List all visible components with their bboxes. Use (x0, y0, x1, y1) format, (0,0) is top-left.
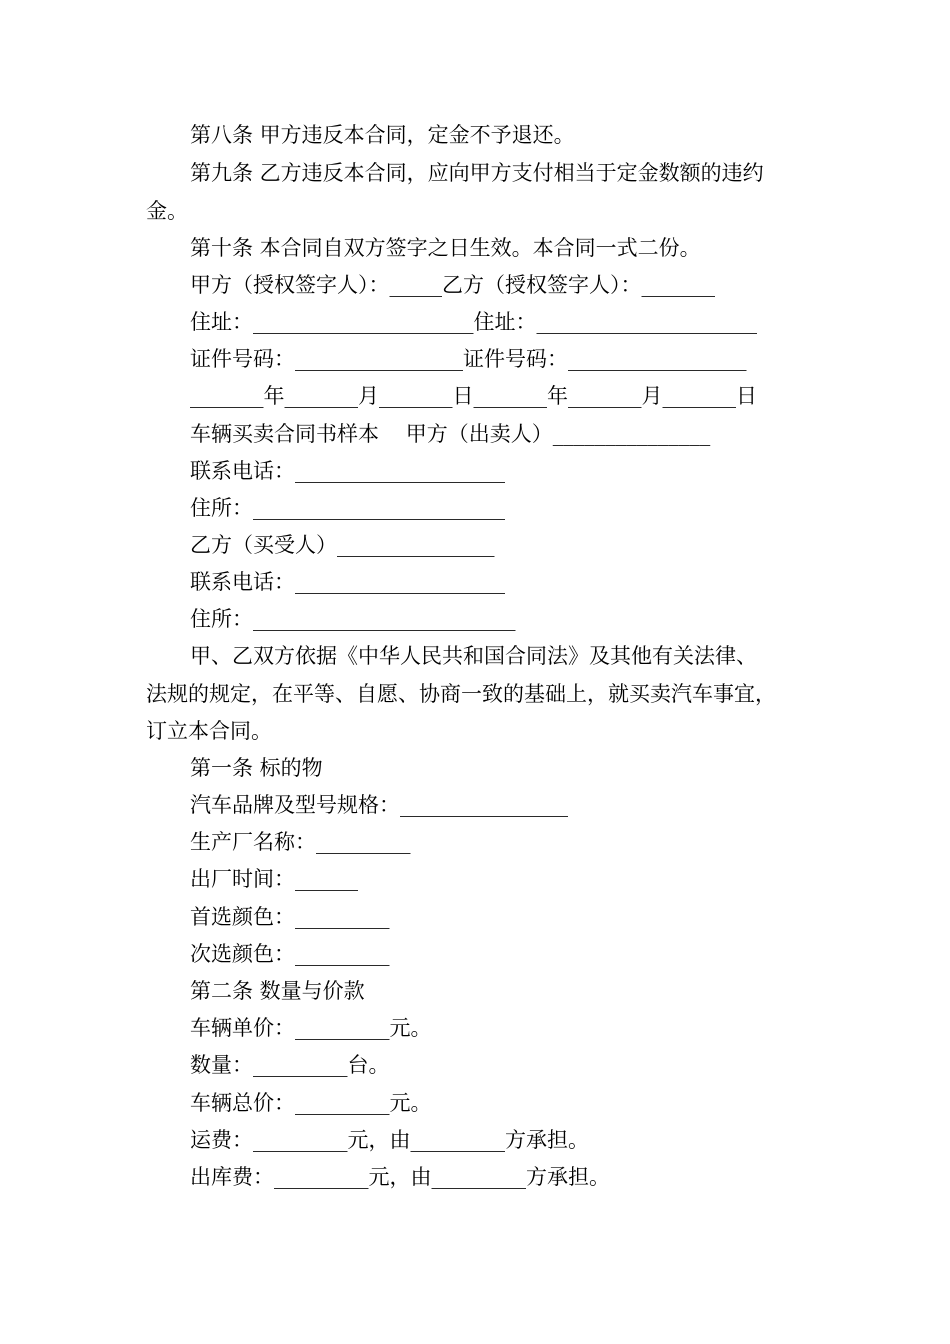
address-line: 住址：_____________________住址：_____________________ (190, 310, 757, 334)
preamble-2: 法规的规定，在平等、自愿、协商一致的基础上，就买卖汽车事宜， (146, 682, 776, 706)
seller-address: 住所：________________________ (190, 496, 505, 520)
freight: 运费：_________元，由_________方承担。 (190, 1128, 589, 1152)
total-price: 车辆总价：_________元。 (190, 1091, 432, 1115)
article-9: 第九条 乙方违反本合同，应向甲方支付相当于定金数额的违约 (190, 161, 764, 185)
contract-title-seller: 车辆买卖合同书样本 甲方（出卖人）_______________ (190, 422, 711, 446)
buyer: 乙方（买受人）_______________ (190, 533, 495, 557)
article-2-heading: 第二条 数量与价款 (190, 979, 365, 1003)
manufacturer: 生产厂名称：_________ (190, 830, 411, 854)
article-8: 第八条 甲方违反本合同，定金不予退还。 (190, 123, 575, 147)
buyer-phone: 联系电话：____________________ (190, 570, 505, 594)
seller-phone: 联系电话：____________________ (190, 459, 505, 483)
article-1-heading: 第一条 标的物 (190, 756, 323, 780)
id-number-line: 证件号码：________________证件号码：_________________ (190, 347, 747, 371)
quantity: 数量：_________台。 (190, 1053, 390, 1077)
date-line: _______年_______月_______日_______年_______月_______日 (190, 384, 757, 408)
preamble-3: 订立本合同。 (146, 719, 272, 743)
primary-color: 首选颜色：_________ (190, 905, 390, 929)
buyer-address: 住所：_________________________ (190, 607, 516, 631)
warehouse-fee: 出库费：_________元，由_________方承担。 (190, 1165, 610, 1189)
signatory-line: 甲方（授权签字人）：_____乙方（授权签字人）：_______ (190, 273, 715, 297)
article-9-cont: 金。 (146, 199, 188, 223)
article-10: 第十条 本合同自双方签字之日生效。本合同一式二份。 (190, 236, 701, 260)
preamble-1: 甲、乙双方依据《中华人民共和国合同法》及其他有关法律、 (190, 644, 757, 668)
manufacture-date: 出厂时间：______ (190, 867, 358, 891)
secondary-color: 次选颜色：_________ (190, 942, 390, 966)
brand-model: 汽车品牌及型号规格：________________ (190, 793, 568, 817)
unit-price: 车辆单价：_________元。 (190, 1016, 432, 1040)
